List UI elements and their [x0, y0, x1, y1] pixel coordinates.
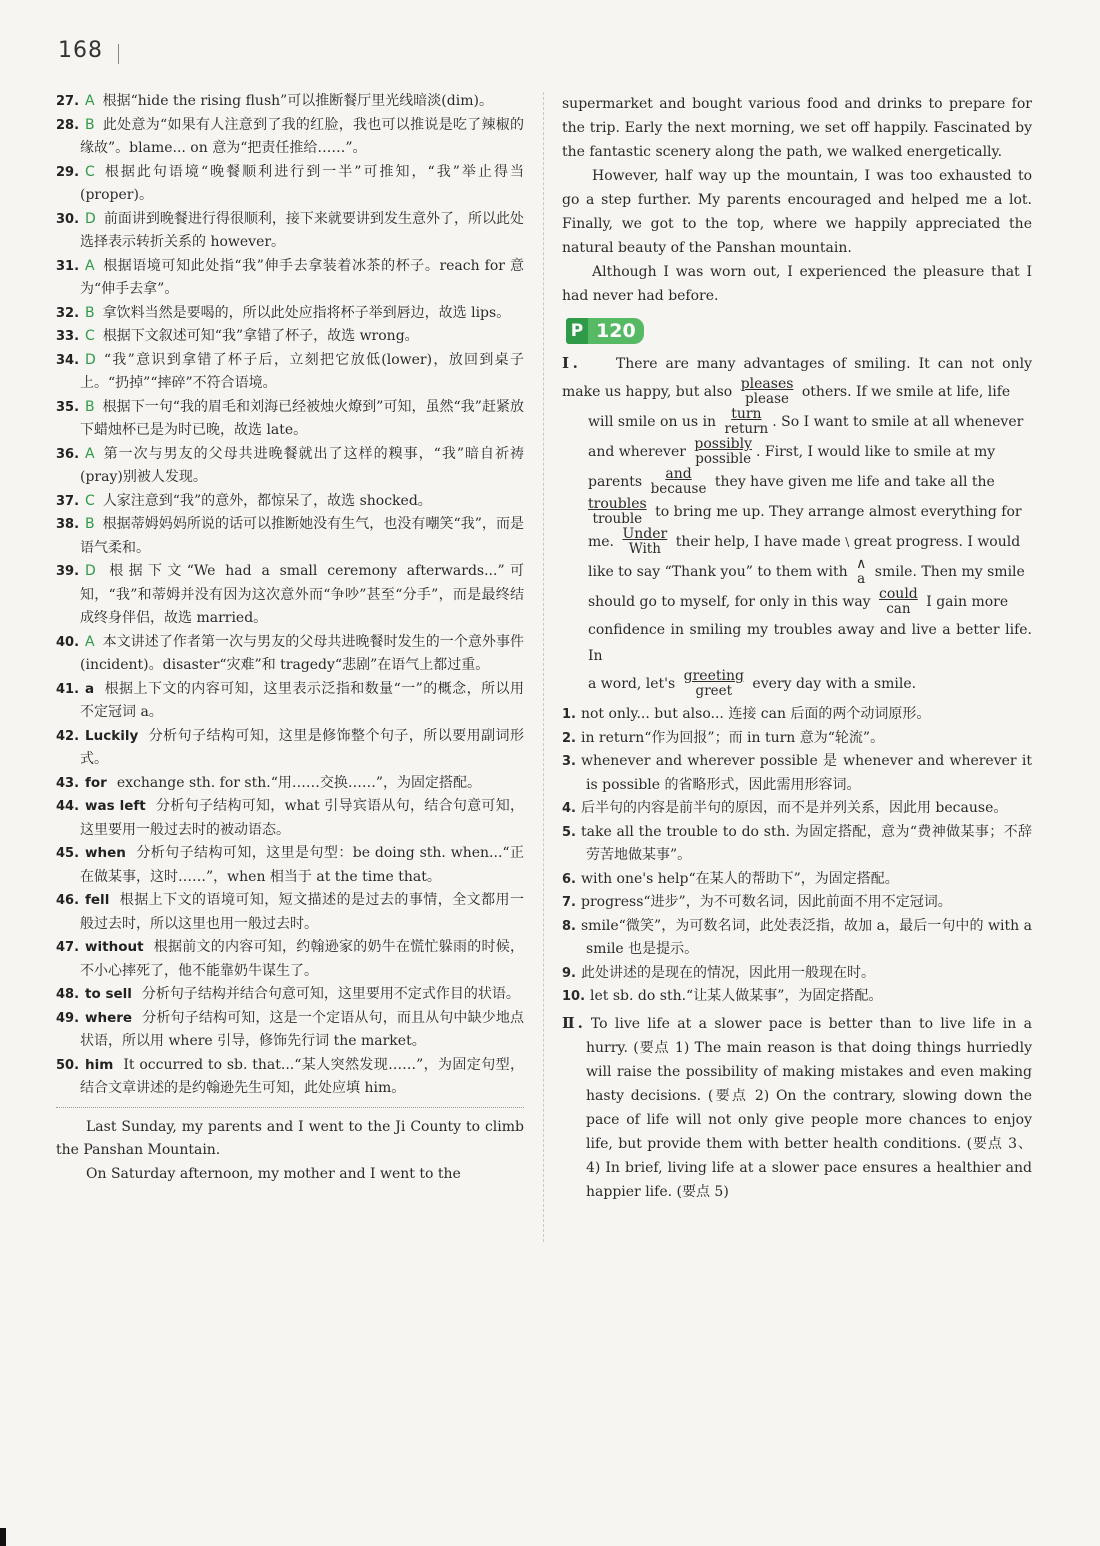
answer-item	[56, 513, 524, 560]
answer-number: 40.	[56, 634, 80, 650]
answer-number: 46.	[56, 893, 80, 908]
passage-text: to bring me up. They arrange almost everything for	[655, 504, 1022, 520]
note-number: 6.	[562, 871, 576, 887]
corrected-word: possible	[695, 451, 752, 467]
note-number: 10.	[562, 989, 586, 1004]
answer-item	[56, 490, 524, 514]
section-separator	[56, 1107, 524, 1108]
original-word: greeting	[683, 668, 744, 684]
answer-item	[56, 772, 524, 796]
page-number: 168	[58, 38, 103, 63]
answer-item	[56, 208, 524, 255]
answer-number: 30.	[56, 211, 80, 227]
answer-key: when	[85, 845, 126, 861]
passage-text: me.	[588, 534, 615, 550]
note-text: let sb. do sth.“让某人做某事”，为固定搭配。	[590, 988, 883, 1004]
answer-number: 31.	[56, 258, 80, 274]
answer-item	[56, 161, 524, 208]
answer-explanation: 前面讲到晚餐进行得很顺利，接下来就要讲到发生意外了，所以此处选择表示转折关系的 however。	[80, 210, 524, 250]
passage-text: they have given me life and take all the	[714, 474, 995, 490]
answer-number: 38.	[56, 517, 80, 532]
answer-item	[56, 325, 524, 349]
note-item	[562, 962, 1032, 986]
passage-text: like to say “Thank you” to them with	[588, 564, 848, 580]
answer-key: A	[85, 445, 95, 462]
answer-explanation: “我”意识到拿错了杯子后，立刻把它放低(lower)，放回到桌子上。“扔掉”“摔碎”不符合语境。	[80, 351, 524, 391]
correction	[588, 497, 647, 527]
error-correction-passage	[562, 350, 1032, 699]
answer-item	[56, 255, 524, 302]
answer-explanation: 根据下文“We had a small ceremony afterwards...”可知，“我”和蒂姆并没有因为这次意外而“争吵”甚至“分手”，而是最终结成终身伴侣，故选 married。	[80, 563, 524, 626]
note-item	[562, 891, 1032, 915]
original-word: pleases	[740, 376, 794, 392]
answer-explanation: 根据蒂姆妈妈所说的话可以推断她没有生气，也没有嘲笑“我”，而是语气柔和。	[80, 516, 524, 556]
badge-number: 120	[588, 318, 644, 344]
answer-item	[56, 114, 524, 161]
passage-line	[562, 617, 1032, 669]
answer-item	[56, 889, 524, 936]
note-text: with one's help“在某人的帮助下”，为固定搭配。	[580, 870, 899, 887]
answer-explanation: 分析句子结构可知，这里是修饰整个句子，所以要用副词形式。	[80, 727, 524, 767]
answer-explanation: exchange sth. for sth.“用……交换……”，为固定搭配。	[116, 774, 482, 791]
answer-key: B	[85, 304, 95, 321]
note-number: 2.	[562, 730, 576, 746]
note-number: 8.	[562, 918, 576, 934]
insertion-mark-icon: ∧	[856, 556, 867, 572]
answer-item	[56, 443, 524, 490]
passage-line	[562, 557, 1032, 587]
right-column	[562, 92, 1032, 1204]
essay-paragraph-2-continued: supermarket and bought various food and drinks to prepare for the trip. Early the next morning, we set off happily. Fascinated by the fantastic scenery along the path, we walked energetically.	[562, 96, 1032, 160]
answer-number: 34.	[56, 352, 80, 368]
correction	[879, 587, 918, 617]
answer-key: Luckily	[85, 727, 139, 744]
column-divider	[543, 92, 544, 1242]
answer-number: 29.	[56, 164, 80, 180]
answer-item	[56, 725, 524, 772]
answer-explanation: 根据上下文的内容可知，这里表示泛指和数量“一”的概念，所以用不定冠词 a。	[80, 680, 524, 720]
note-item	[562, 985, 1032, 1009]
original-word: turn	[731, 406, 762, 422]
deletion-mark-icon: \	[845, 535, 850, 549]
note-text: 此处讲述的是现在的情况，因此用一般现在时。	[580, 964, 875, 981]
answer-key: D	[85, 351, 96, 368]
passage-line	[562, 437, 1032, 467]
answer-key: B	[85, 398, 95, 415]
page-number-divider	[118, 44, 119, 64]
note-item	[562, 868, 1032, 892]
passage-line	[562, 350, 1032, 407]
answer-key: D	[85, 210, 96, 227]
answer-key: him	[85, 1056, 114, 1073]
note-text: whenever and wherever possible 是 whenever and wherever it is possible 的省略形式，因此需用形容词。	[580, 753, 1032, 793]
answer-key: C	[85, 492, 95, 509]
original-word: and	[665, 466, 692, 482]
note-number: 9.	[562, 965, 576, 981]
original-word: possibly	[694, 436, 752, 452]
part-2-text: To live life at a slower pace is better than to live life in a hurry. (要点 1) The main reason is that doing things hurriedly will raise the possibility of making mistakes and even making hasty decisions. (要点 2) On the contrary, slowing down the pace of life will not only give people more chances to enjoy life, but provide them with better health conditions. (要点 3、4) In brief, living life at a slower pace ensures a healthier and happier life. (要点 5)	[586, 1015, 1032, 1200]
note-item	[562, 750, 1032, 797]
answer-explanation: 根据前文的内容可知，约翰逊家的奶牛在慌忙躲雨的时候，不小心摔死了，他不能靠奶牛谋生了。	[80, 939, 524, 979]
answer-explanation: 本文讲述了作者第一次与男友的父母共进晚餐时发生的一个意外事件(incident)。disaster“灾难”和 tragedy“悲剧”在语气上都过重。	[80, 633, 524, 673]
original-word: troubles	[588, 496, 647, 512]
passage-text: . First, I would like to smile at my	[755, 444, 996, 460]
answer-key: D	[85, 563, 96, 579]
answer-key: for	[85, 774, 107, 791]
passage-line	[562, 467, 1032, 497]
note-number: 5.	[562, 824, 576, 840]
correction	[856, 557, 866, 587]
corrected-word: please	[745, 391, 790, 407]
note-item	[562, 797, 1032, 821]
answer-item	[56, 678, 524, 725]
passage-text: parents	[588, 474, 643, 490]
answer-number: 43.	[56, 775, 80, 791]
answer-key: B	[85, 516, 95, 532]
passage-text: smile. Then my smile	[874, 564, 1025, 580]
passage-line	[562, 407, 1032, 437]
corrected-word: With	[628, 541, 661, 557]
answer-key: A	[85, 93, 95, 109]
corrected-word: greet	[695, 683, 733, 699]
answer-number: 44.	[56, 799, 80, 814]
answer-explanation: 根据语境可知此处指“我”伸手去拿装着冰茶的杯子。reach for 意为“伸手去拿”。	[80, 257, 524, 297]
essay-paragraph-1: Last Sunday, my parents and I went to the Ji County to climb the Panshan Mountain.	[56, 1118, 524, 1158]
note-item	[562, 727, 1032, 751]
correction	[651, 467, 707, 497]
corrected-word: can	[886, 601, 911, 617]
answer-key: where	[85, 1009, 133, 1026]
original-word: could	[879, 586, 918, 602]
answer-explanation: 根据此句语境“晚餐顺利进行到一半”可推知，“我”举止得当(proper)。	[80, 163, 524, 203]
section-badge	[566, 318, 644, 344]
answer-key: a	[85, 680, 95, 697]
answer-number: 49.	[56, 1010, 80, 1026]
answer-item	[56, 560, 524, 631]
answer-item	[56, 349, 524, 396]
answer-explanation: 分析句子结构可知，what 引导宾语从句，结合句意可知，这里要用一般过去时的被动语态。	[80, 798, 524, 838]
note-text: in return“作为回报”；而 in turn 意为“轮流”。	[580, 729, 885, 746]
answer-item	[56, 1007, 524, 1054]
note-number: 3.	[562, 754, 576, 769]
corrected-word: return	[724, 421, 769, 437]
answer-explanation: 此处意为“如果有人注意到了我的红脸，我也可以推说是吃了辣椒的缘故”。blame... on 意为“把责任推给……”。	[80, 116, 524, 156]
answer-number: 35.	[56, 399, 80, 415]
answer-item	[56, 631, 524, 678]
correction-notes	[562, 703, 1032, 1009]
answer-item	[56, 842, 524, 889]
part-1-label: Ⅰ.	[562, 354, 578, 372]
left-column	[56, 90, 524, 1186]
answer-number: 27.	[56, 94, 80, 109]
answer-explanation: 根据上下文的语境可知，短文描述的是过去的事情，全文都用一般过去时，所以这里也用一般过去时。	[80, 892, 524, 932]
answer-key: B	[85, 116, 95, 133]
answer-explanation: 分析句子结构可知，这是一个定语从句，而且从句中缺少地点状语，所以用 where 引导，修饰先行词 the market。	[80, 1009, 524, 1049]
passage-text: . So I want to smile at all whenever	[772, 414, 1024, 430]
answer-number: 45.	[56, 846, 80, 861]
note-text: 后半句的内容是前半句的原因，而不是并列关系，因此用 because。	[580, 800, 1008, 816]
essay-paragraph-3: However, half way up the mountain, I was too exhausted to go a step further. My parents encouraged and helped me a lot. Finally, we got to the top, where we happily appreciated the natural beauty of the Panshan mountain.	[562, 168, 1032, 256]
passage-text: a word, let's	[588, 676, 676, 692]
note-text: take all the trouble to do sth. 为固定搭配，意为“费神做某事；不辞劳苦地做某事”。	[580, 823, 1032, 863]
passage-text: others. If we smile at life, life	[801, 384, 1011, 400]
answer-number: 37.	[56, 493, 80, 509]
answer-item	[56, 396, 524, 443]
note-number: 4.	[562, 801, 576, 816]
answer-key: was left	[85, 798, 146, 814]
answer-item	[56, 795, 524, 842]
answer-key: C	[85, 163, 95, 180]
answer-number: 39.	[56, 564, 80, 579]
note-number: 7.	[562, 895, 576, 910]
answer-item	[56, 1054, 524, 1101]
passage-line	[562, 587, 1032, 617]
original-word: Under	[622, 526, 668, 542]
note-text: progress“进步”，为不可数名词，因此前面不用不定冠词。	[580, 894, 952, 910]
answer-item	[56, 983, 524, 1007]
answer-key: A	[85, 633, 95, 650]
correction	[684, 669, 744, 699]
answer-number: 32.	[56, 305, 80, 321]
note-text: smile“微笑”，为可数名词，此处表泛指，故加 a，最后一句中的 with a smile 也是提示。	[580, 917, 1032, 957]
answer-explanation: 拿饮料当然是要喝的，所以此处应指将杯子举到唇边，故选 lips。	[102, 304, 511, 321]
answer-number: 42.	[56, 728, 80, 744]
answer-number: 28.	[56, 117, 80, 133]
passage-text: every day with a smile.	[752, 676, 917, 692]
correction	[694, 437, 752, 467]
corrected-word: because	[650, 481, 707, 497]
answer-explanation: 根据下一句“我的眉毛和刘海已经被烛火燎到”可知，虽然“我”赶紧放下蜡烛杯已是为时已晚，故选 late。	[80, 398, 524, 438]
answer-item	[56, 90, 524, 114]
corrected-word: a	[857, 571, 866, 587]
part-2-label: Ⅱ.	[562, 1013, 583, 1032]
answer-number: 50.	[56, 1057, 80, 1073]
essay-paragraph-2-start: On Saturday afternoon, my mother and I went to the	[86, 1165, 461, 1182]
passage-line	[562, 669, 1032, 699]
passage-text: confidence in smiling my troubles away and live a better life. In	[588, 622, 1032, 664]
passage-text: will smile on us in	[588, 414, 717, 430]
note-item	[562, 703, 1032, 727]
passage-text: should go to myself, for only in this way	[588, 594, 871, 610]
correction	[725, 407, 769, 437]
note-item	[562, 915, 1032, 962]
passage-text: great progress. I would	[853, 534, 1021, 550]
answer-number: 36.	[56, 446, 80, 462]
answer-key: fell	[85, 892, 110, 908]
answer-item	[56, 302, 524, 326]
answer-key: to sell	[85, 986, 132, 1002]
note-item	[562, 821, 1032, 868]
passage-text: I gain more	[926, 594, 1009, 610]
note-text: not only... but also... 连接 can 后面的两个动词原形。	[580, 706, 931, 722]
answer-explanation: It occurred to sb. that...“某人突然发现……”，为固定句型，结合文章讲述的是约翰逊先生可知，此处应填 him。	[80, 1056, 524, 1096]
answer-item	[56, 936, 524, 983]
passage-line	[562, 527, 1032, 557]
essay-paragraph-4: Although I was worn out, I experienced the pleasure that I had never had before.	[562, 264, 1032, 304]
scan-edge-mark	[0, 1528, 6, 1546]
answer-number: 48.	[56, 987, 80, 1002]
badge-letter: P	[566, 318, 588, 344]
answer-explanation: 分析句子结构可知，这里是句型：be doing sth. when...“正在做某事，这时……”，when 相当于 at the time that。	[80, 845, 524, 885]
answer-number: 47.	[56, 940, 80, 955]
correction	[741, 377, 794, 407]
answer-explanation: 第一次与男友的父母共进晚餐就出了这样的糗事，“我”暗自祈祷(pray)别被人发现。	[80, 445, 524, 485]
answer-number: 41.	[56, 681, 80, 697]
correction	[622, 527, 667, 557]
answer-number: 33.	[56, 329, 80, 344]
part-2-summary	[562, 1011, 1032, 1204]
answer-explanation: 根据“hide the rising flush”可以推断餐厅里光线暗淡(dim)。	[102, 93, 493, 109]
note-number: 1.	[562, 707, 576, 722]
answer-key: A	[85, 257, 95, 274]
answer-explanation: 分析句子结构并结合句意可知，这里要用不定式作目的状语。	[141, 986, 520, 1002]
answer-explanation: 根据下文叙述可知“我”拿错了杯子，故选 wrong。	[102, 328, 419, 344]
passage-line	[562, 497, 1032, 527]
passage-text: and wherever	[588, 444, 686, 460]
answer-key: C	[85, 328, 95, 344]
answer-explanation: 人家注意到“我”的意外，都惊呆了，故选 shocked。	[102, 492, 432, 509]
corrected-word: trouble	[592, 511, 643, 527]
passage-text: There are many advantages of smiling. It can not only make us happy, but also	[562, 356, 1032, 400]
passage-text: their help, I have made	[675, 534, 841, 550]
answer-list	[56, 90, 524, 1101]
answer-key: without	[85, 939, 144, 955]
